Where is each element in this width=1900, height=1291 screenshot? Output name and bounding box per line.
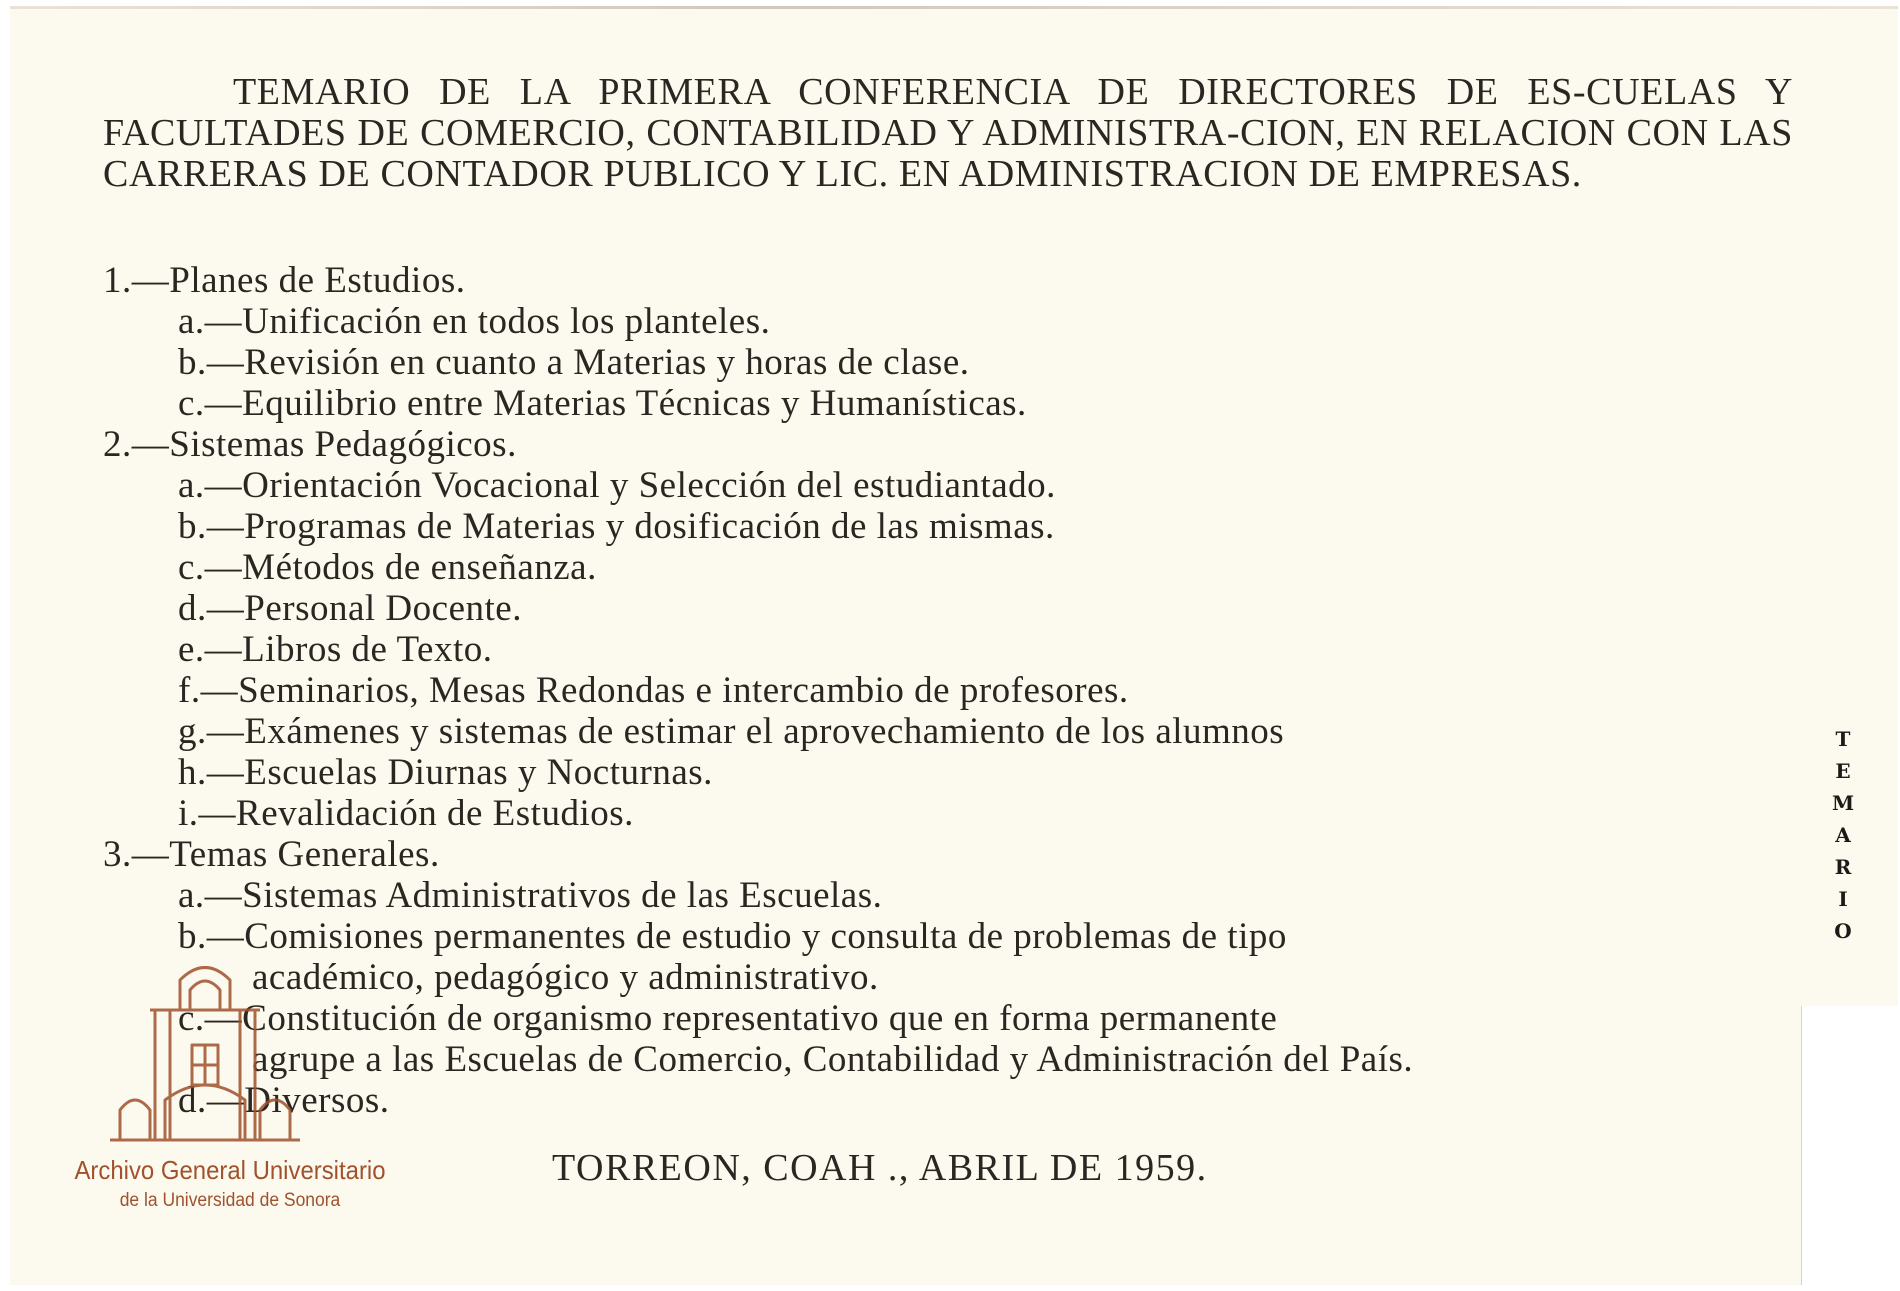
section-heading-1: 1.—Planes de Estudios. [103, 260, 466, 301]
side-label-letter: T [1835, 727, 1851, 751]
list-item: g.—Exámenes y sistemas de estimar el aprovechamiento de los alumnos [178, 711, 1285, 752]
list-item: a.—Sistemas Administrativos de las Escuelas. [178, 875, 883, 916]
list-item: c.—Equilibrio entre Materias Técnicas y Humanísticas. [178, 383, 1027, 424]
list-item-continuation: agrupe a las Escuelas de Comercio, Contabilidad y Administración del País. [252, 1039, 1414, 1080]
section-heading-3: 3.—Temas Generales. [103, 834, 440, 875]
closing-place-date: TORREON, COAH ., ABRIL DE 1959. [552, 1147, 1208, 1189]
side-label-letter: E [1835, 759, 1851, 783]
list-item: b.—Programas de Materias y dosificación de las mismas. [178, 506, 1055, 547]
list-item: a.—Unificación en todos los planteles. [178, 301, 771, 342]
list-item: d.—Diversos. [178, 1080, 390, 1121]
vertical-side-label [1832, 723, 1854, 947]
list-item-continuation: académico, pedagógico y administrativo. [252, 957, 879, 998]
list-item: c.—Constitución de organismo representativo que en forma permanente [178, 998, 1278, 1039]
list-item: h.—Escuelas Diurnas y Nocturnas. [178, 752, 713, 793]
page-top-edge [10, 6, 1898, 9]
page-cut-corner [1801, 1006, 1898, 1285]
side-label-letter: A [1835, 823, 1851, 847]
watermark-title: Archivo General Universitario [74, 1155, 386, 1185]
archive-building-icon [110, 950, 300, 1150]
list-item: f.—Seminarios, Mesas Redondas e intercambio de profesores. [178, 670, 1129, 711]
list-item: a.—Orientación Vocacional y Selección del estudiantado. [178, 465, 1056, 506]
section-heading-2: 2.—Sistemas Pedagógicos. [103, 424, 517, 465]
list-item: c.—Métodos de enseñanza. [178, 547, 597, 588]
list-item: d.—Personal Docente. [178, 588, 522, 629]
side-label-letter: O [1834, 919, 1852, 943]
side-label-letter: R [1834, 855, 1852, 879]
list-item: i.—Revalidación de Estudios. [178, 793, 634, 834]
list-item: e.—Libros de Texto. [178, 629, 493, 670]
archive-watermark [40, 950, 420, 1230]
list-item: b.—Revisión en cuanto a Materias y horas de clase. [178, 342, 970, 383]
watermark-subtitle: de la Universidad de Sonora [119, 1190, 341, 1211]
document-title: TEMARIO DE LA PRIMERA CONFERENCIA DE DIRECTORES DE ES-CUELAS Y FACULTADES DE COMERCIO, CONTABILIDAD Y ADMINISTRA-CION, EN RELACION CON LAS CARRERAS DE CONTADOR PUBLICO Y LIC. EN ADMINISTRACION DE EMPRESAS. [103, 71, 1793, 195]
side-label-letter: M [1832, 791, 1855, 815]
side-label-letter: I [1838, 887, 1848, 911]
list-item: b.—Comisiones permanentes de estudio y consulta de problemas de tipo [178, 916, 1287, 957]
